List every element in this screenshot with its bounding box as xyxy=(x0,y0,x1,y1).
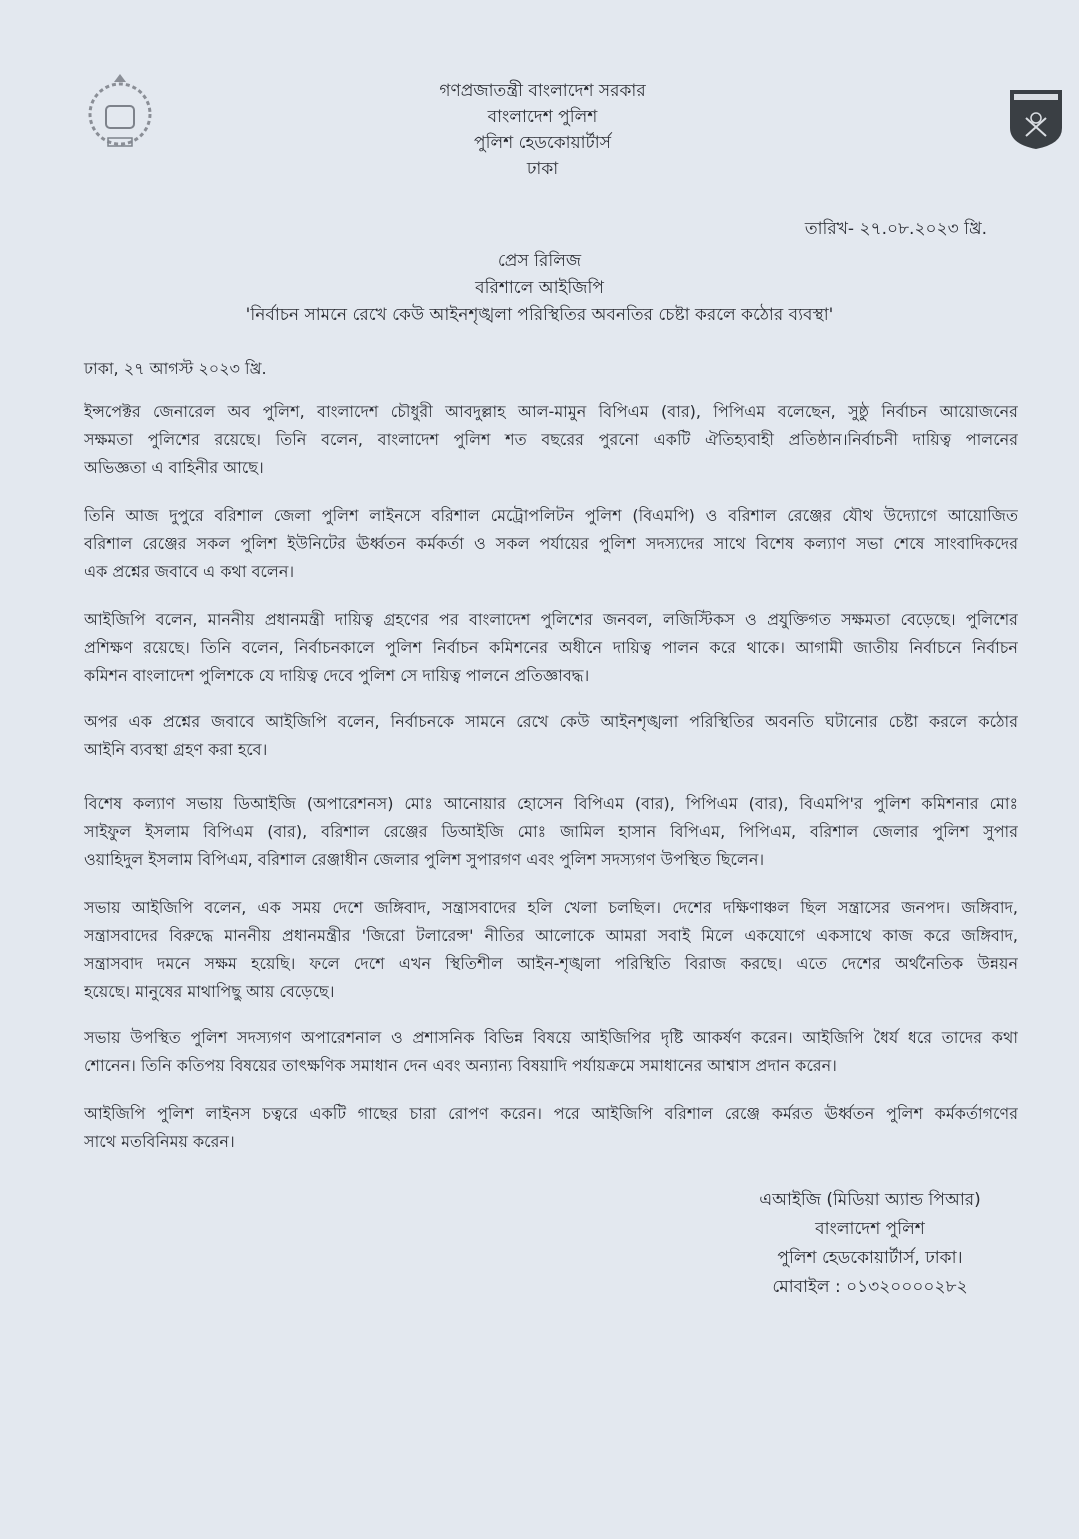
dateline: ঢাকা, ২৭ আগস্ট ২০২৩ খ্রি. xyxy=(84,359,267,378)
document-type: প্রেস রিলিজ xyxy=(497,251,582,271)
paragraph-line: সন্ত্রাসবাদ দমনে সক্ষম হয়েছি। ফলে দেশে এখন স্থিতিশীল আইন-শৃঙ্খলা পরিস্থিতি বিরাজ করছে। এতে দেশের অর্থনৈতিক উন্নয়ন xyxy=(84,954,1018,973)
government-name: গণপ্রজাতন্ত্রী বাংলাদেশ সরকার xyxy=(439,81,646,101)
headline: 'নির্বাচন সামনে রেখে কেউ আইনশৃঙ্খলা পরিস্থিতির অবনতির চেষ্টা করলে কঠোর ব্যবস্থা' xyxy=(245,305,834,325)
office-name: পুলিশ হেডকোয়ার্টার্স xyxy=(474,133,611,153)
signatory-org: বাংলাদেশ পুলিশ xyxy=(815,1219,925,1239)
letterhead xyxy=(0,78,1079,182)
paragraph-line: কমিশন বাংলাদেশ পুলিশকে যে দায়িত্ব দেবে পুলিশ সে দায়িত্ব পালনে প্রতিজ্ঞাবদ্ধ। xyxy=(84,666,590,685)
body-paragraph xyxy=(84,1100,1018,1156)
paragraph-line: প্রশিক্ষণ রয়েছে। তিনি বলেন, নির্বাচনকালে পুলিশ নির্বাচন কমিশনের অধীনে দায়িত্ব পালন করে থাকে। আগামী জাতীয় নির্বাচনে নির্বাচন xyxy=(84,638,1018,657)
document-date: তারিখ- ২৭.০৮.২০২৩ খ্রি. xyxy=(804,219,987,239)
body-paragraph xyxy=(84,790,1018,874)
paragraph-line: সক্ষমতা পুলিশের রয়েছে। তিনি বলেন, বাংলাদেশ পুলিশ শত বছরের পুরনো একটি ঐতিহ্যবাহী প্রতিষ্ঠান।নির্বাচনী দায়িত্ব পালনের xyxy=(84,430,1018,449)
paragraph-line: আইনি ব্যবস্থা গ্রহণ করা হবে। xyxy=(84,740,268,759)
paragraph-line: অপর এক প্রশ্নের জবাবে আইজিপি বলেন, নির্বাচনকে সামনে রেখে কেউ আইনশৃঙ্খলা পরিস্থিতির অবনতি ঘটানোর চেষ্টা করলে কঠোর xyxy=(84,712,1018,731)
paragraph-line: ওয়াহিদুল ইসলাম বিপিএম, বরিশাল রেঞ্জাধীন জেলার পুলিশ সুপারগণ এবং পুলিশ সদস্যগণ উপস্থিত ছিলেন। xyxy=(84,850,765,869)
paragraph-line: বরিশাল রেঞ্জের সকল পুলিশ ইউনিটের ঊর্ধ্বতন কর্মকর্তা ও সকল পর্যায়ের পুলিশ সদস্যদের সাথে বিশেষ কল্যাণ সভা শেষে সাংবাদিকদের xyxy=(84,534,1018,553)
title-block xyxy=(0,248,1079,329)
paragraph-line: অভিজ্ঞতা এ বাহিনীর আছে। xyxy=(84,458,264,477)
paragraph-line: এক প্রশ্নের জবাবে এ কথা বলেন। xyxy=(84,562,295,581)
paragraph-line: বিশেষ কল্যাণ সভায় ডিআইজি (অপারেশনস) মোঃ আনোয়ার হোসেন বিপিএম (বার), পিপিএম (বার), বিএমপি'র পুলিশ কমিশনার মোঃ xyxy=(84,794,1018,813)
paragraph-line: আইজিপি পুলিশ লাইনস চত্বরে একটি গাছের চারা রোপণ করেন। পরে আইজিপি বরিশাল রেঞ্জে কর্মরত ঊর্ধ্বতন পুলিশ কর্মকর্তাগণের xyxy=(84,1104,1018,1123)
paragraph-line: শোনেন। তিনি কতিপয় বিষয়ের তাৎক্ষণিক সমাধান দেন এবং অন্যান্য বিষয়াদি পর্যায়ক্রমে সমাধানের আশ্বাস প্রদান করেন। xyxy=(84,1056,837,1075)
paragraph-line: সভায় উপস্থিত পুলিশ সদস্যগণ অপারেশনাল ও প্রশাসনিক বিভিন্ন বিষয়ে আইজিপির দৃষ্টি আকর্ষণ করেন। আইজিপি ধৈর্য ধরে তাদের কথা xyxy=(84,1028,1018,1047)
paragraph-line: ইন্সপেক্টর জেনারেল অব পুলিশ, বাংলাদেশ চৌধুরী আবদুল্লাহ আল-মামুন বিপিএম (বার), পিপিএম বলেছেন, সুষ্ঠু নির্বাচন আয়োজনের xyxy=(84,402,1018,421)
body-paragraph xyxy=(84,1024,1018,1080)
city-name: ঢাকা xyxy=(526,159,559,179)
organization-name: বাংলাদেশ পুলিশ xyxy=(487,107,598,127)
body-paragraph xyxy=(84,708,1018,764)
signatory-mobile: মোবাইল : ০১৩২০০০০২৮২ xyxy=(772,1277,968,1297)
signatory-title: এআইজি (মিডিয়া অ্যান্ড পিআর) xyxy=(759,1190,981,1210)
paragraph-line: সাইফুল ইসলাম বিপিএম (বার), বরিশাল রেঞ্জের ডিআইজি মোঃ জামিল হাসান বিপিএম, পিপিএম, বরিশাল জেলার পুলিশ সুপার xyxy=(84,822,1018,841)
paragraph-line: হয়েছে। মানুষের মাথাপিছু আয় বেড়েছে। xyxy=(84,982,335,1001)
paragraph-line: সাথে মতবিনিময় করেন। xyxy=(84,1132,235,1151)
paragraph-line: আইজিপি বলেন, মাননীয় প্রধানমন্ত্রী দায়িত্ব গ্রহণের পর বাংলাদেশ পুলিশের জনবল, লজিস্টিকস ও প্রযুক্তিগত সক্ষমতা বেড়েছে। পুলিশের xyxy=(84,610,1018,629)
subtitle: বরিশালে আইজিপি xyxy=(475,278,604,298)
body-paragraph xyxy=(84,502,1018,586)
signatory-office: পুলিশ হেডকোয়ার্টার্স, ঢাকা। xyxy=(777,1248,963,1268)
body-paragraph xyxy=(84,894,1018,1006)
paragraph-line: সভায় আইজিপি বলেন, এক সময় দেশে জঙ্গিবাদ, সন্ত্রাসবাদের হলি খেলা চলছিল। দেশের দক্ষিণাঞ্চল ছিল সন্ত্রাসের জনপদ। জঙ্গিবাদ, xyxy=(84,898,1018,917)
paragraph-line: সন্ত্রাসবাদের বিরুদ্ধে মাননীয় প্রধানমন্ত্রীর 'জিরো টলারেন্স' নীতির আলোকে আমরা সবাই মিলে একযোগে একসাথে কাজ করে জঙ্গিবাদ, xyxy=(84,926,1018,945)
signature-block xyxy=(720,1186,1020,1302)
body-paragraph xyxy=(84,398,1018,482)
body-paragraph xyxy=(84,606,1018,690)
paragraph-line: তিনি আজ দুপুরে বরিশাল জেলা পুলিশ লাইনসে বরিশাল মেট্রোপলিটন পুলিশ (বিএমপি) ও বরিশাল রেঞ্জের যৌথ উদ্যোগে আয়োজিত xyxy=(84,506,1018,525)
